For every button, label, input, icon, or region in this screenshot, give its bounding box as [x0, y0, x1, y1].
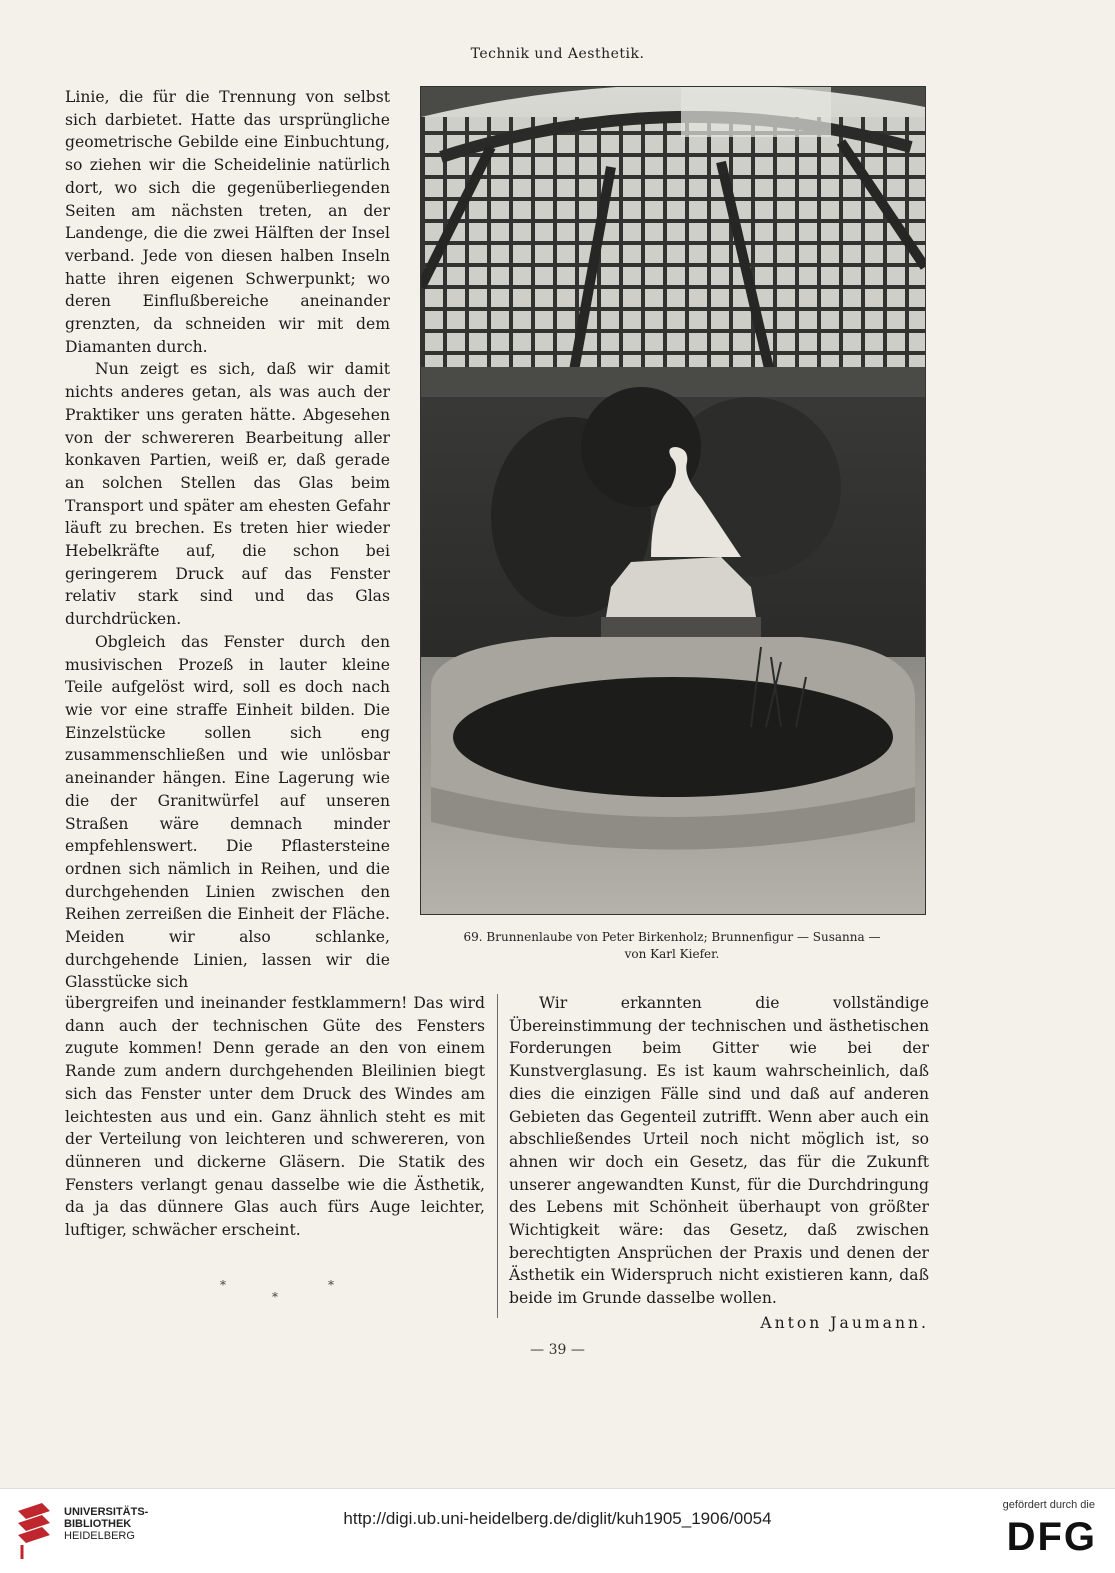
caption-line-1: 69. Brunnenlaube von Peter Birkenholz; Brunnenfigur — Susanna — [463, 930, 881, 944]
text-column-bottom-left [65, 992, 485, 1242]
asterisk: * [272, 1290, 278, 1304]
author-signature: Anton Jaumann. [760, 1313, 929, 1332]
paragraph: übergreifen und ineinander festklammern! Das wird dann auch der technischen Güte des Fensters zugute kommen! Denn gerade an den von einem Rande zum andern durchgehenden Bleilinien biegt sich das Fenster unter dem Druck des Windes am leichtesten aus und ein. Ganz ähnlich steht es mit der Verteilung von leichteren und schwereren, von dünneren und dickerne Gläsern. Die Statik des Fensters verlangt genau dasselbe wie die Ästhetik, da ja das dünnere Glas auch fürs Auge leichter, luftiger, schwächer erscheint. [65, 994, 485, 1240]
source-url-link[interactable]: http://digi.ub.uni-heidelberg.de/diglit/kuh1905_1906/0054 [343, 1509, 772, 1528]
asterisk: * [220, 1278, 226, 1292]
asterisk: * [328, 1278, 334, 1292]
caption-line-2: von Karl Kiefer. [624, 947, 720, 961]
running-head: Technik und Aesthetik. [470, 46, 645, 62]
fountain-photograph [420, 86, 926, 915]
paragraph: Wir erkannten die vollständige Übereinstimmung der technischen und ästhetischen Forderungen beim Gitter wie bei der Kunstverglasung. Es ist kaum wahrscheinlich, daß dies die einzigen Fälle sind und daß auf anderen Gebieten das Gegenteil zutrifft. Wenn aber auch ein abschließendes Urteil noch nicht möglich ist, so ahnen wir doch ein Gesetz, das für die Zukunft unserer angewandten Kunst, für die Durchdringung des Lebens mit Schönheit überhaupt von größter Wichtigkeit wäre: das Gesetz, daß zwischen berechtigten Ansprüchen der Praxis und denen der Ästhetik ein Widerspruch nicht existieren kann, daß beide im Grunde dasselbe wollen. [509, 994, 929, 1308]
text-column-bottom-right [509, 992, 929, 1335]
column-divider [497, 994, 498, 1318]
figure-caption [412, 929, 932, 963]
paragraph: Nun zeigt es sich, daß wir damit nichts anderes getan, als was auch der Praktiker uns geraten hätte. Abgesehen von der schwereren Bearbeitung aller konkaven Partien, weiß er, daß gerade an solchen Stellen das Glas beim Transport und später am ehesten Gefahr läuft zu brechen. Es treten hier wieder Hebelkräfte auf, die schon bei geringerem Druck auf das Fenster relativ stark sind und das Glas durchdrücken. [65, 360, 390, 629]
page-number: — 39 — [530, 1342, 585, 1358]
funded-by-label: gefördert durch die [1002, 1499, 1095, 1511]
paragraph: Obgleich das Fenster durch den musivischen Prozeß in lauter kleine Teile aufgelöst wird, soll es doch nach wie vor eine straffe Einheit bilden. Die Einzelstücke sollen sich eng zusammenschließen und wie unlösbar aneinander hängen. Eine Lagerung wie die der Granitwürfel auf unseren Straßen wäre demnach minder empfehlenswert. Die Pflastersteine ordnen sich nämlich in Reihen, und die durchgehenden Linien zwischen den Reihen zerreißen die Einheit der Fläche. Meiden wir also schlanke, durchgehende Linien, lassen wir die Glasstücke sich [65, 632, 390, 992]
digitization-footer [0, 1488, 1115, 1573]
paragraph: Linie, die für die Trennung von selbst sich darbietet. Hatte das ursprüngliche geometrische Gebilde eine Einbuchtung, so ziehen wir die Scheidelinie natürlich dort, wo sich die gegenüberliegenden Seiten am nächsten treten, an der Landenge, die die zwei Hälften der Insel verband. Jede von diesen halben Inseln hatte ihren eigenen Schwerpunkt; wo deren Einflußbereiche aneinander grenzten, da schneiden wir mit dem Diamanten durch. [65, 88, 390, 356]
dfg-logo: DFG [1006, 1515, 1097, 1559]
section-separator [200, 1272, 360, 1312]
text-column-top-left [65, 86, 390, 994]
library-name: UNIVERSITÄTS- BIBLIOTHEK HEIDELBERG [64, 1506, 149, 1542]
